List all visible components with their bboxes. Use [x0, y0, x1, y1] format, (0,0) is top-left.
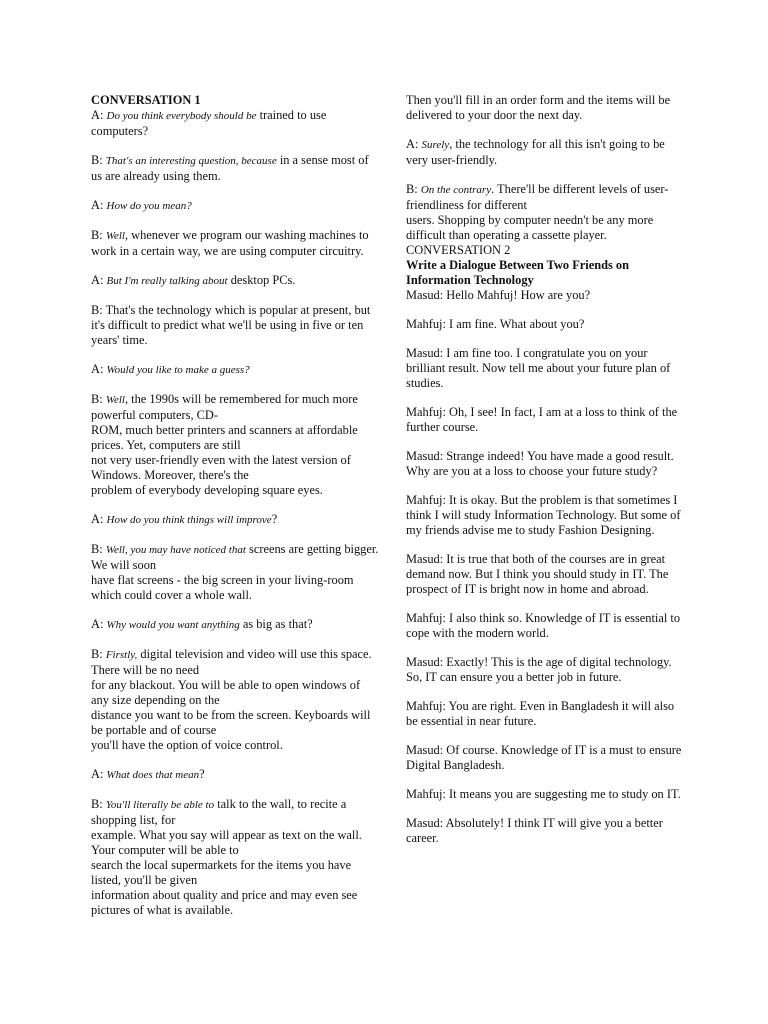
dialogue-line: not very user-friendly even with the latest version of Windows. Moreover, there's the — [91, 453, 351, 482]
conversation-1-continued — [406, 93, 684, 243]
dialogue-text: , whenever we program our washing machines to work in a certain way, we are using computer circuitry. — [91, 228, 369, 258]
dialogue-line: problem of everybody developing square eyes. — [91, 483, 323, 497]
dialogue-line: Masud: It is true that both of the courses are in great demand now. But I think you should study in IT. The prospect of IT is bright now in home and abroad. — [406, 552, 669, 596]
phrase-cue: You'll literally be able to — [105, 799, 215, 811]
conversation-2-lines — [406, 288, 684, 846]
dialogue-turn — [91, 303, 381, 348]
dialogue-turn — [406, 182, 684, 243]
dialogue-line: Mahfuj: It is okay. But the problem is that sometimes I think I will study Information Technology. But some of my friends advise me to study Fashion Designing. — [406, 493, 681, 537]
dialogue-text: ? — [271, 512, 278, 526]
conversation-1-title: CONVERSATION 1 — [91, 93, 201, 107]
speaker-label: A: — [91, 362, 107, 376]
dialogue-line: Mahfuj: I am fine. What about you? — [406, 317, 585, 331]
phrase-cue: Well, you may have noticed that — [105, 544, 246, 556]
left-column — [91, 93, 381, 932]
speaker-label: B: — [91, 228, 106, 242]
dialogue-turn — [91, 647, 381, 753]
dialogue-line: Mahfuj: It means you are suggesting me to study on IT. — [406, 787, 681, 801]
dialogue-line: Masud: Of course. Knowledge of IT is a must to ensure Digital Bangladesh. — [406, 743, 682, 772]
dialogue-turn — [91, 108, 381, 139]
dialogue-text: as big as that? — [239, 617, 313, 631]
dialogue-line: Mahfuj: I also think so. Knowledge of IT is essential to cope with the modern world. — [406, 611, 681, 640]
dialogue-line: Mahfuj: Oh, I see! In fact, I am at a loss to think of the further course. — [406, 405, 678, 434]
phrase-cue: Well — [105, 230, 125, 242]
phrase-cue: Well — [105, 394, 125, 406]
phrase-cue: But I'm really talking about — [106, 275, 228, 287]
speaker-label: B: — [91, 647, 106, 661]
speaker-label: A: — [406, 137, 422, 151]
dialogue-line: Mahfuj: You are right. Even in Bangladesh it will also be essential in near future. — [406, 699, 675, 728]
dialogue-line: Masud: I am fine too. I congratulate you on your brilliant result. Now tell me about your future plan of studies. — [406, 346, 671, 390]
dialogue-turn — [91, 228, 381, 259]
speaker-label: A: — [91, 198, 107, 212]
dialogue-turn — [91, 512, 381, 528]
phrase-cue: Why would you want anything — [106, 619, 240, 631]
dialogue-turn — [91, 198, 381, 214]
dialogue-turn — [91, 153, 381, 184]
phrase-cue: How do you think things will improve — [106, 514, 272, 526]
dialogue-text: desktop PCs. — [227, 273, 296, 287]
speaker-label: A: — [91, 617, 107, 631]
phrase-cue: On the contrary — [420, 184, 492, 196]
dialogue-turn — [91, 392, 381, 498]
conversation-2-title: CONVERSATION 2 — [406, 243, 511, 257]
phrase-cue: How do you mean? — [106, 200, 192, 212]
speaker-label: A: — [91, 512, 107, 526]
dialogue-text: That's the technology which is popular at present, but it's difficult to predict what we'll be using in five or ten years' time. — [91, 303, 371, 347]
phrase-cue: Firstly, — [105, 649, 138, 661]
dialogue-turn — [91, 797, 381, 918]
dialogue-line: example. What you say will appear as text on the wall. Your computer will be able to — [91, 828, 362, 857]
dialogue-line: Masud: Strange indeed! You have made a good result. Why are you at a loss to choose your future study? — [406, 449, 674, 478]
speaker-label: A: — [91, 767, 107, 781]
speaker-label: B: — [406, 182, 421, 196]
dialogue-line: have flat screens - the big screen in your living-room which could cover a whole wall. — [91, 573, 354, 602]
dialogue-turn — [91, 767, 381, 783]
dialogue-turn — [406, 93, 684, 123]
dialogue-text: ? — [199, 767, 205, 781]
dialogue-turn — [406, 137, 684, 168]
phrase-cue: Do you think everybody should be — [106, 110, 257, 122]
speaker-label: B: — [91, 153, 106, 167]
dialogue-line: distance you want to be from the screen. Keyboards will be portable and of course — [91, 708, 371, 737]
dialogue-text: screens are getting bigger. We will soon — [91, 542, 379, 572]
dialogue-turn — [91, 273, 381, 289]
conversation-2-subtitle: Write a Dialogue Between Two Friends on Information Technology — [406, 258, 630, 287]
phrase-cue: What does that mean — [106, 769, 200, 781]
conversation-1-turns — [91, 108, 381, 918]
dialogue-text: , the technology for all this isn't going to be very user-friendly. — [406, 137, 665, 167]
dialogue-turn — [91, 617, 381, 633]
speaker-label: B: — [91, 392, 106, 406]
speaker-label: A: — [91, 273, 107, 287]
dialogue-line: Masud: Hello Mahfuj! How are you? — [406, 288, 591, 302]
dialogue-text: , the 1990s will be remembered for much more powerful computers, CD- — [91, 392, 358, 422]
dialogue-line: search the local supermarkets for the items you have listed, you'll be given — [91, 858, 352, 887]
dialogue-line: Masud: Exactly! This is the age of digital technology. So, IT can ensure you a better job in future. — [406, 655, 672, 684]
dialogue-line: Masud: Absolutely! I think IT will give you a better career. — [406, 816, 663, 845]
phrase-cue: That's an interesting question, because — [105, 155, 277, 167]
dialogue-line: information about quality and price and may even see pictures of what is available. — [91, 888, 358, 917]
dialogue-text: in a sense most of us are already using them. — [91, 153, 369, 183]
dialogue-text: . There'll be different levels of user-friendliness for different — [406, 182, 669, 212]
phrase-cue: Surely — [421, 139, 450, 151]
speaker-label: A: — [91, 108, 107, 122]
dialogue-text: Then you'll fill in an order form and the items will be delivered to your door the next day. — [406, 93, 671, 122]
dialogue-text: trained to use computers? — [91, 108, 327, 138]
dialogue-line: ROM, much better printers and scanners at affordable prices. Yet, computers are still — [91, 423, 358, 452]
dialogue-line: for any blackout. You will be able to open windows of any size depending on the — [91, 678, 361, 707]
phrase-cue: Would you like to make a guess? — [106, 364, 250, 376]
dialogue-turn — [91, 542, 381, 603]
dialogue-text: talk to the wall, to recite a shopping list, for — [91, 797, 347, 827]
dialogue-line: users. Shopping by computer needn't be any more difficult than operating a cassette player. — [406, 213, 654, 242]
speaker-label: B: — [91, 542, 106, 556]
dialogue-text: digital television and video will use this space. There will be no need — [91, 647, 372, 677]
dialogue-turn — [91, 362, 381, 378]
speaker-label: B: — [91, 303, 106, 317]
dialogue-line: you'll have the option of voice control. — [91, 738, 283, 752]
speaker-label: B: — [91, 797, 106, 811]
right-column — [406, 93, 684, 860]
